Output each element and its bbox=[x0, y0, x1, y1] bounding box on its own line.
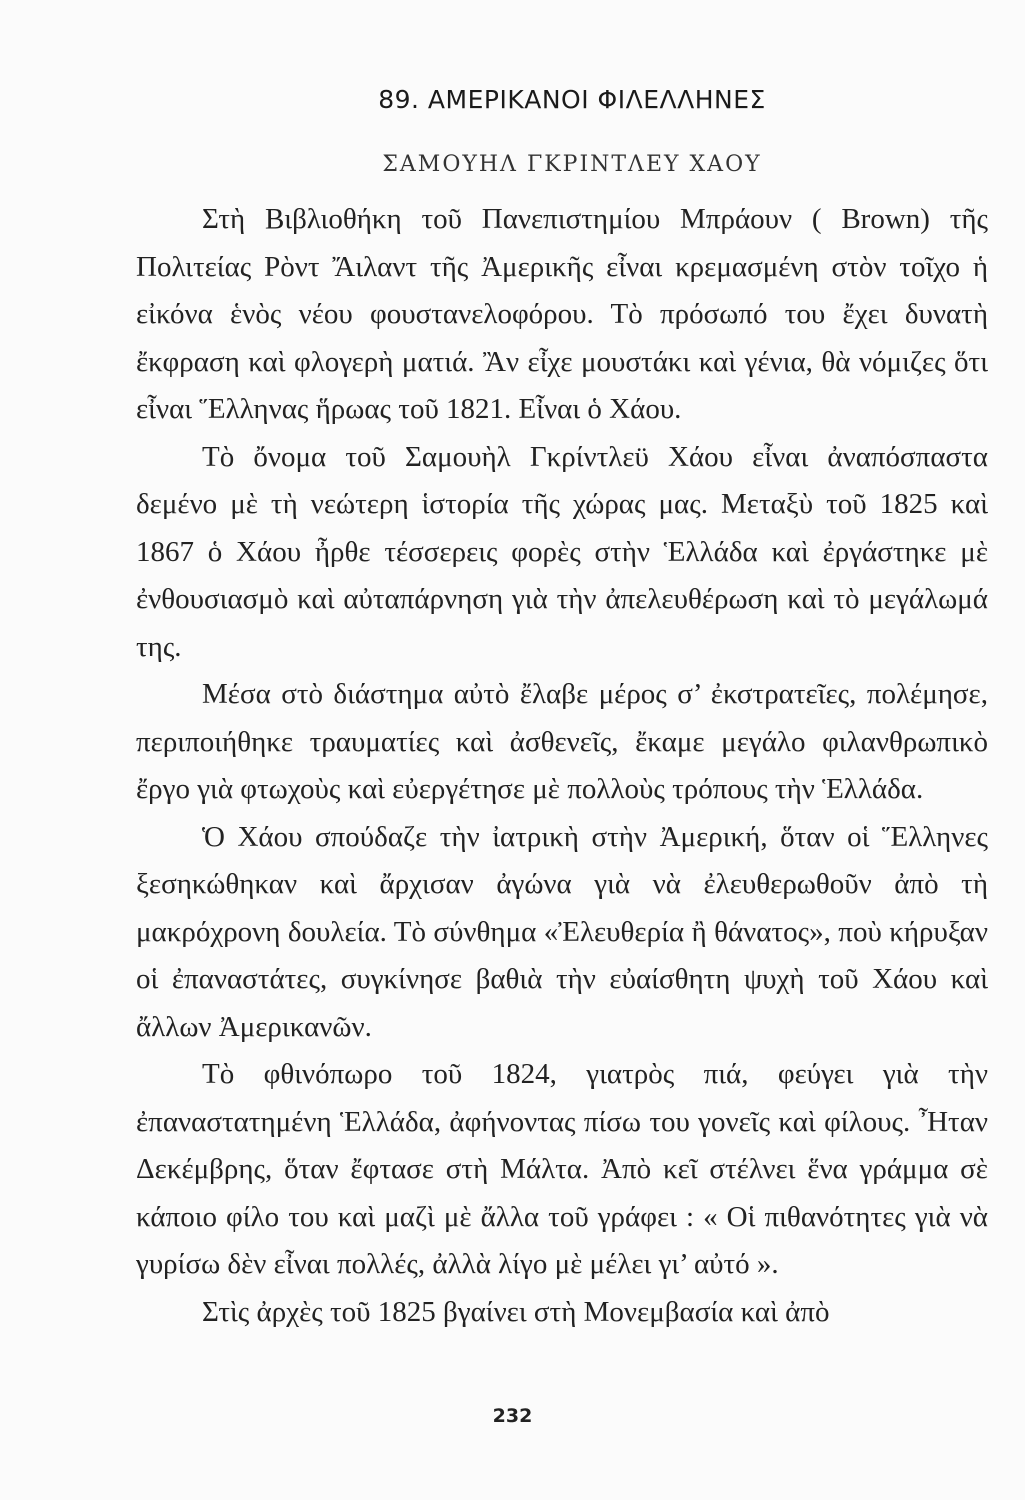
chapter-title: 89. ΑΜΕΡΙΚΑΝΟΙ ΦΙΛΕΛΛΗΝΕΣ bbox=[378, 85, 766, 114]
page-number: 232 bbox=[492, 1405, 533, 1427]
paragraph: Τὸ φθινόπωρο τοῦ 1824, γιατρὸς πιά, φεύγει γιὰ τὴν ἐπαναστατημένη Ἑλλάδα, ἀφήνοντας πίσω του γονεῖς καὶ φίλους. Ἦταν Δεκέμβρης, ὅταν ἔφτασε στὴ Μάλτα. Ἀπὸ κεῖ στέλνει ἕνα γράμμα σὲ κάποιο φίλο του καὶ μαζὶ μὲ ἄλλα τοῦ γράφει : « Οἱ πιθανότητες γιὰ νὰ γυρίσω δὲν εἶναι πολλές, ἀλλὰ λίγο μὲ μέλει γι’ αὐτό ». bbox=[136, 1058, 988, 1280]
paragraph: Ὁ Χάου σπούδαζε τὴν ἰατρικὴ στὴν Ἀμερική, ὅταν οἱ Ἕλληνες ξεσηκώθηκαν καὶ ἄρχισαν ἀγώνα γιὰ νὰ ἐλευθερωθοῦν ἀπὸ τὴ μακρόχρονη δουλεία. Τὸ σύνθημα «Ἐλευθερία ἢ θάνατος», ποὺ κήρυξαν οἱ ἐπαναστάτες, συγκίνησε βαθιὰ τὴν εὐαίσθητη ψυχὴ τοῦ Χάου καὶ ἄλλων Ἀμερικανῶν. bbox=[136, 820, 988, 1043]
body-text bbox=[136, 196, 988, 1336]
page-content bbox=[136, 80, 988, 1336]
paragraph: Στὶς ἀρχὲς τοῦ 1825 βγαίνει στὴ Μονεμβασία καὶ ἀπὸ bbox=[202, 1295, 830, 1328]
paragraph: Στὴ Βιβλιοθήκη τοῦ Πανεπιστημίου Μπράουν ( Brown) τῆς Πολιτείας Ρὸντ Ἄιλαντ τῆς Ἀμερικῆς εἶναι κρεμασμένη στὸν τοῖχο ἡ εἰκόνα ἑνὸς νέου φουστανελοφόρου. Τὸ πρόσωπό του ἔχει δυνατὴ ἔκφραση καὶ φλογερὴ ματιά. Ἂν εἶχε μουστάκι καὶ γένια, θὰ νόμιζες ὅτι εἶναι Ἕλληνας ἥρωας τοῦ 1821. Εἶναι ὁ Χάου. bbox=[136, 203, 988, 425]
chapter-subtitle: ΣΑΜΟΥΗΛ ΓΚΡΙΝΤΛΕΥ ΧΑΟΥ bbox=[382, 152, 762, 177]
paragraph: Τὸ ὄνομα τοῦ Σαμουὴλ Γκρίντλεϋ Χάου εἶναι ἀναπόσπαστα δεμένο μὲ τὴ νεώτερη ἱστορία τῆς χώρας μας. Μεταξὺ τοῦ 1825 καὶ 1867 ὁ Χάου ἦρθε τέσσερεις φορὲς στὴν Ἑλλάδα καὶ ἐργάστηκε μὲ ἐνθουσιασμὸ καὶ αὐταπάρνηση γιὰ τὴν ἀπελευθέρωση καὶ τὸ μεγάλωμά της. bbox=[136, 440, 988, 663]
paragraph: Μέσα στὸ διάστημα αὐτὸ ἔλαβε μέρος σ’ ἐκστρατεῖες, πολέμησε, περιποιήθηκε τραυματίες καὶ ἀσθενεῖς, ἔκαμε μεγάλο φιλανθρωπικὸ ἔργο γιὰ φτωχοὺς καὶ εὐεργέτησε μὲ πολλοὺς τρόπους τὴν Ἑλλάδα. bbox=[136, 678, 988, 805]
